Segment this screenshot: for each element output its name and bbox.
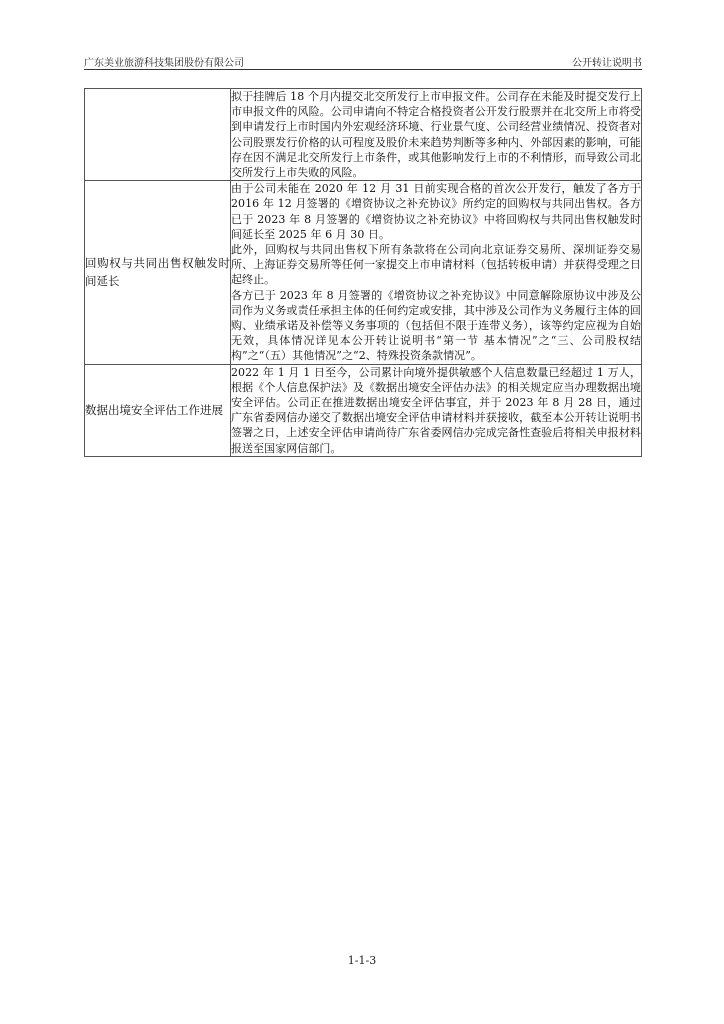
- content-paragraph: 拟于挂牌后 18 个月内提交北交所发行上市申报文件。公司存在未能及时提交发行上市申报文件的风险。公司申请向不特定合格投资者公开发行股票并在北交所上市将受到申请发行上市时国内外宏观经济环境、行业景气度、公司经营业绩情况、投资者对公司股票发行价格的认可程度及股价未来趋势判断等多种内、外部因素的影响，可能存在因不满足北交所发行上市条件，或其他影响发行上市的不利情形，而导致公司北交所发行上市失败的风险。: [231, 90, 641, 180]
- row-content: [231, 364, 642, 456]
- content-paragraph: 由于公司未能在 2020 年 12 月 31 日前实现合格的首次公开发行，触发了各方于 2016 年 12 月签署的《增资协议之补充协议》所约定的回购权与共同出售权。各方已于 2023 年 8 月签署的《增资协议之补充协议》中将回购权与共同出售权触发时间延长至 2025 年 6 月 30 日。: [231, 182, 641, 241]
- header-divider: [84, 69, 642, 70]
- row-content: [231, 89, 642, 181]
- row-label: 回购权与共同出售权触发时间延长: [85, 181, 231, 364]
- content-paragraph: 各方已于 2023 年 8 月签署的《增资协议之补充协议》中同意解除原协议中涉及公司作为义务或责任承担主体的任何约定或安排，其中涉及公司作为义务履行主体的回购、业绩承诺及补偿等义务事项的（包括但不限于连带义务），该等约定应视为自始无效，具体情况详见本公开转让说明书“第一节 基本情况”之“三、公司股权结构”之“（五）其他情况”之“2、特殊投资条款情况”。: [231, 288, 641, 363]
- header-document-title: 公开转让说明书: [572, 58, 642, 69]
- row-label: 数据出境安全评估工作进展: [85, 364, 231, 456]
- header-company-name: 广东美业旅游科技集团股份有限公司: [84, 58, 244, 69]
- page-header: [84, 52, 642, 68]
- content-paragraph: 此外，回购权与共同出售权下所有条款将在公司向北京证券交易所、深圳证券交易所、上海证券交易所等任何一家提交上市申请材料（包括转板申请）并获得受理之日起终止。: [231, 243, 641, 287]
- table-row: [85, 364, 642, 456]
- table-row: [85, 89, 642, 181]
- page-number: 1-1-3: [347, 954, 377, 967]
- row-label: [85, 89, 231, 181]
- table-row: [85, 181, 642, 364]
- risk-disclosure-table: [84, 88, 642, 457]
- row-content: [231, 181, 642, 364]
- content-paragraph: 2022 年 1 月 1 日至今，公司累计向境外提供敏感个人信息数量已经超过 1 万人，根据《个人信息保护法》及《数据出境安全评估办法》的相关规定应当办理数据出境安全评估。公司正在推进数据出境安全评估事宜，并于 2023 年 8 月 28 日，通过广东省委网信办递交了数据出境安全评估申请材料并获接收，截至本公开转让说明书签署之日，上述安全评估申请尚待广东省委网信办完成完备性查验后将相关申报材料报送至国家网信部门。: [231, 365, 641, 455]
